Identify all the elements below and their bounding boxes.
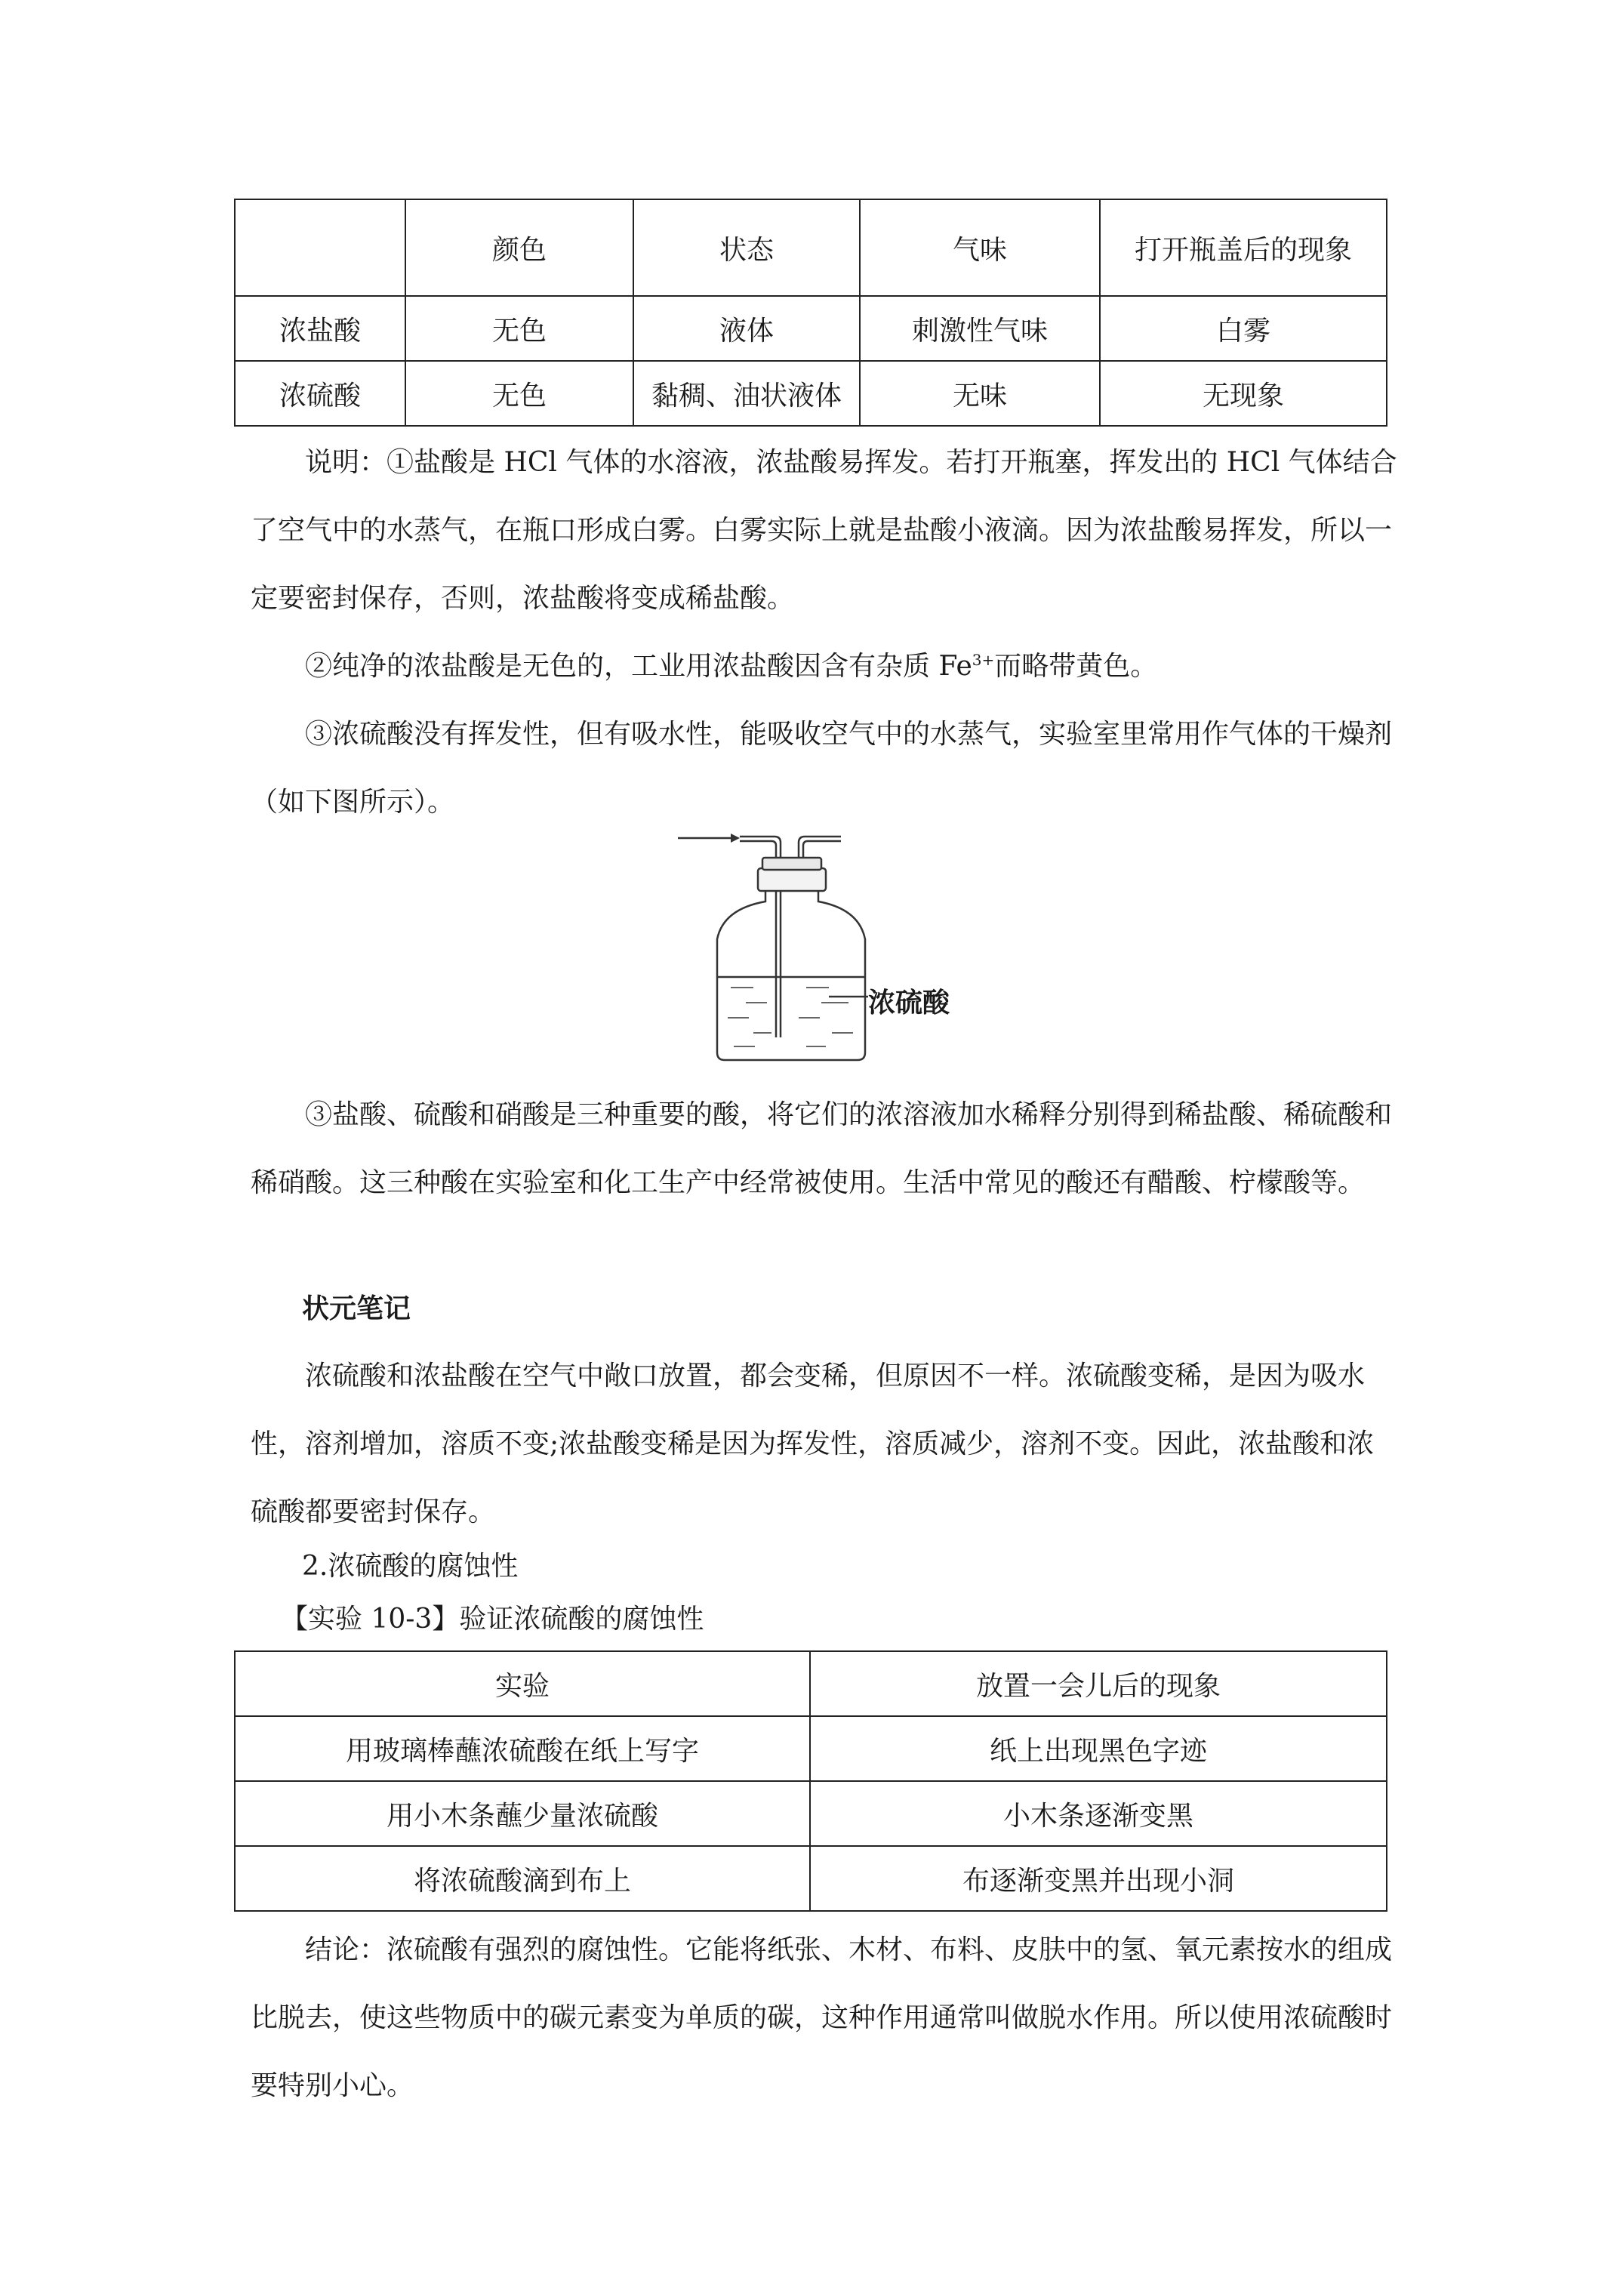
table-row — [235, 296, 1387, 361]
table-cell: 纸上出现黑色字迹 — [810, 1716, 1387, 1781]
table-cell: 浓硫酸 — [235, 361, 405, 426]
acid-properties-table — [234, 199, 1387, 427]
table-header-cell: 颜色 — [405, 199, 633, 296]
table-cell: 无色 — [405, 296, 633, 361]
note-paragraph-2 — [251, 633, 1398, 701]
table-header-cell — [235, 199, 405, 296]
note-paragraph-1: 说明：①盐酸是 HCl 气体的水溶液，浓盐酸易挥发。若打开瓶塞，挥发出的 HCl 气体结合了空气中的水蒸气，在瓶口形成白雾。白雾实际上就是盐酸小液滴。因为浓盐酸易挥发，所以一定要密封保存，否则，浓盐酸将变成稀盐酸。 — [251, 447, 1397, 614]
table-row — [235, 361, 1387, 426]
table-cell: 用玻璃棒蘸浓硫酸在纸上写字 — [235, 1716, 810, 1781]
table-cell: 白雾 — [1100, 296, 1387, 361]
table-cell: 浓盐酸 — [235, 296, 405, 361]
table-cell: 液体 — [633, 296, 860, 361]
note-paragraph-3: ③浓硫酸没有挥发性，但有吸水性，能吸收空气中的水蒸气，实验室里常用作气体的干燥剂（如下图所示）。 — [251, 719, 1393, 818]
table-cell: 无色 — [405, 361, 633, 426]
table-cell: 无味 — [860, 361, 1100, 426]
table-row — [235, 1781, 1387, 1846]
table-cell: 布逐渐变黑并出现小洞 — [810, 1846, 1387, 1911]
table-row — [235, 1846, 1387, 1911]
acids-paragraph: ③盐酸、硫酸和硝酸是三种重要的酸，将它们的浓溶液加水稀释分别得到稀盐酸、稀硫酸和稀硝酸。这三种酸在实验室和化工生产中经常被使用。生活中常见的酸还有醋酸、柠檬酸等。 — [251, 1099, 1393, 1198]
table-header-cell: 放置一会儿后的现象 — [810, 1651, 1387, 1716]
experiment-title: 【实验 10-3】验证浓硫酸的腐蚀性 — [281, 1604, 704, 1635]
table-header-row — [235, 1651, 1387, 1716]
table-header-cell: 气味 — [860, 199, 1100, 296]
note-heading: 状元笔记 — [302, 1293, 411, 1324]
table-cell: 将浓硫酸滴到布上 — [235, 1846, 810, 1911]
table-header-cell: 实验 — [235, 1651, 810, 1716]
section-heading: 2.浓硫酸的腐蚀性 — [302, 1551, 519, 1582]
note-2-text: ②纯净的浓盐酸是无色的，工业用浓盐酸因含有杂质 Fe — [305, 651, 972, 682]
table-cell: 刺激性气味 — [860, 296, 1100, 361]
experiment-table — [234, 1650, 1387, 1912]
table-header-cell: 状态 — [633, 199, 860, 296]
table-cell: 小木条逐渐变黑 — [810, 1781, 1387, 1846]
table-header-row — [235, 199, 1387, 296]
superscript-charge: 3+ — [972, 651, 995, 669]
conclusion-paragraph: 结论：浓硫酸有强烈的腐蚀性。它能将纸张、木材、布料、皮肤中的氢、氧元素按水的组成比脱去，使这些物质中的碳元素变为单质的碳，这种作用通常叫做脱水作用。所以使用浓硫酸时要特别小心。 — [251, 1934, 1393, 2101]
table-cell: 黏稠、油状液体 — [633, 361, 860, 426]
figure-label: 浓硫酸 — [868, 988, 950, 1019]
table-cell: 无现象 — [1100, 361, 1387, 426]
table-cell: 用小木条蘸少量浓硫酸 — [235, 1781, 810, 1846]
table-row — [235, 1716, 1387, 1781]
note-body: 浓硫酸和浓盐酸在空气中敞口放置，都会变稀，但原因不一样。浓硫酸变稀，是因为吸水性，溶剂增加，溶质不变;浓盐酸变稀是因为挥发性，溶质减少，溶剂不变。因此，浓盐酸和浓硫酸都要密封保存。 — [251, 1361, 1375, 1527]
table-header-cell: 打开瓶盖后的现象 — [1100, 199, 1387, 296]
gas-washing-bottle-figure — [670, 826, 972, 1068]
note-2-text-end: 而略带黄色。 — [994, 651, 1158, 682]
